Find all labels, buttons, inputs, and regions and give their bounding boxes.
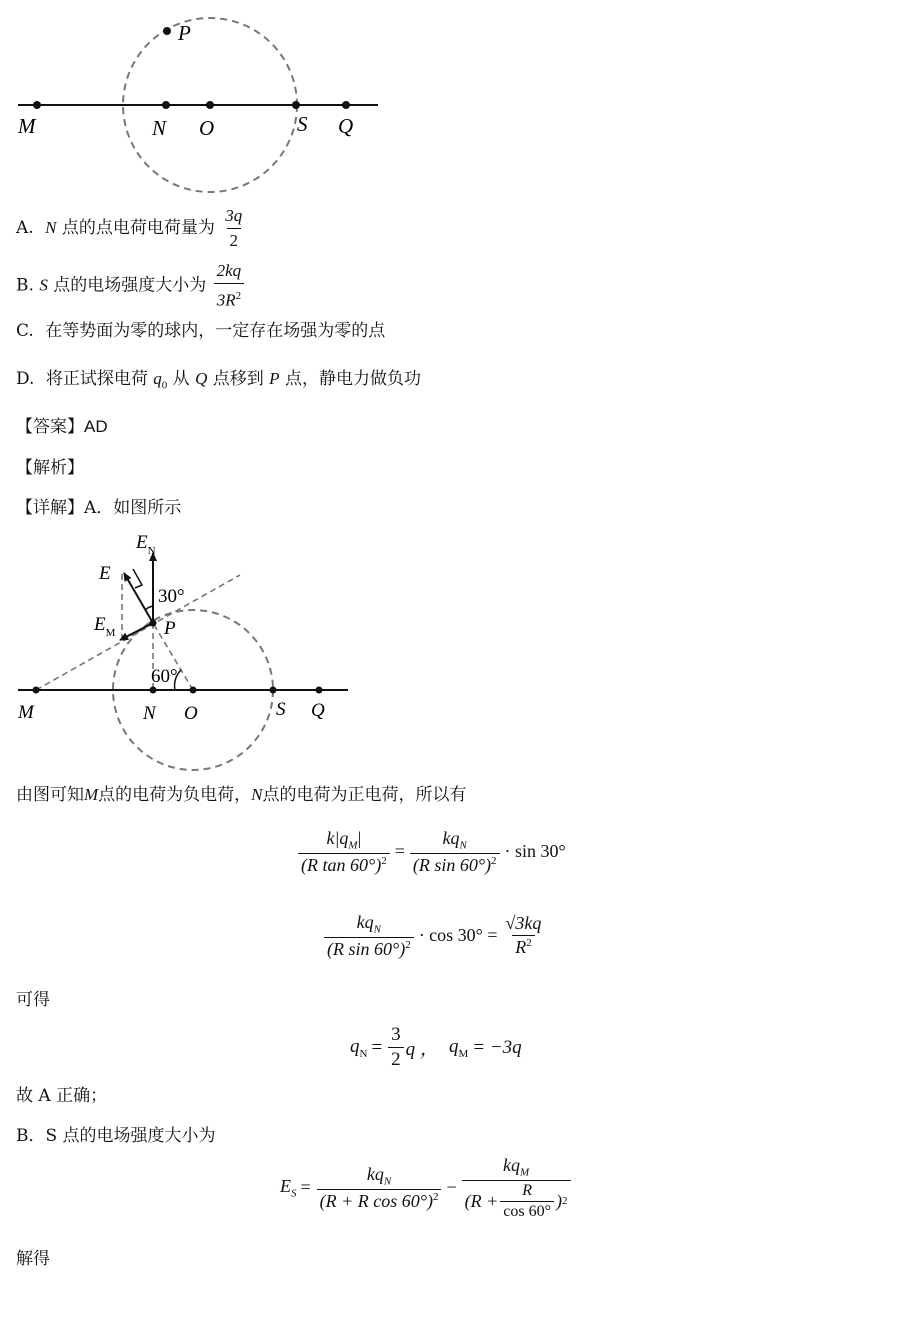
eq2-left-frac: $\frac{kq_N}{(R \sin 60^\circ)^2}$ <box>324 912 414 960</box>
option-A-num: 3q <box>225 206 243 225</box>
detail-text: A．如图所示 <box>84 498 182 518</box>
label-O: O <box>199 116 215 140</box>
option-D <box>16 368 421 396</box>
keyi-text: 可得 <box>16 990 50 1010</box>
option-B-explain-text: B．S 点的电场强度大小为 <box>16 1126 216 1146</box>
label-Q: Q <box>311 700 325 721</box>
eq2-right-frac: $\frac{√3kq}{R^2}$ <box>505 913 542 958</box>
conclusion-A <box>16 1085 107 1107</box>
option-B-den: 3R <box>216 290 236 310</box>
option-D-q: $q_0$ <box>153 369 168 392</box>
detail-line <box>16 497 181 519</box>
point-N <box>162 101 170 109</box>
figure-1 <box>0 0 400 200</box>
label-M: M <box>18 114 36 138</box>
point-O <box>190 687 197 694</box>
eq3-right: = −3q <box>472 1036 522 1058</box>
explain-line1 <box>16 784 467 806</box>
option-D-to: P <box>269 369 280 388</box>
option-B <box>16 260 246 312</box>
eq1-left-frac: $\frac{k|q_M|}{(R \tan 60^\circ)^2}$ <box>298 828 390 876</box>
point-M <box>33 101 41 109</box>
eq4-frac1: $\frac{kq_N}{(R + R \cos 60^\circ)^2}$ <box>317 1164 442 1212</box>
point-N <box>150 687 157 694</box>
option-D-text1: 将正试探电荷 <box>45 369 148 389</box>
answer-value: AD <box>84 417 108 436</box>
analysis-line <box>16 457 84 479</box>
figure-2 <box>0 520 400 780</box>
label-P: P <box>164 618 176 639</box>
eq2-mid: · cos 30° = <box>418 925 498 946</box>
option-C-prefix: C. <box>16 321 34 341</box>
option-D-from: Q <box>195 369 208 388</box>
answer-label: 【答案】 <box>16 417 84 437</box>
option-B-num: 2kq <box>216 261 242 280</box>
equation-4: $E_S$ = $\frac{kq_N}{(R + R \cos 60^\circ)^2}$ − $kq_M$ (R + $\frac{R}{\cos 60^\circ}$ ) 2 <box>280 1155 573 1221</box>
option-B-den-sup: 2 <box>235 290 242 302</box>
explain-pre: 由图可知 <box>16 785 84 805</box>
angle-30-arc <box>145 606 153 610</box>
analysis-label: 【解析】 <box>16 458 84 478</box>
label-E: E <box>99 563 111 584</box>
point-M <box>33 687 40 694</box>
explain-M: M <box>84 785 99 804</box>
label-EN: $E_N$ <box>136 532 156 557</box>
option-B-text: 点的电场强度大小为 <box>53 275 207 296</box>
option-A-fraction <box>222 205 245 252</box>
option-B-var: S <box>39 275 48 295</box>
point-P <box>150 620 157 627</box>
label-P: P <box>178 21 191 45</box>
keyi-line <box>16 989 50 1011</box>
vector-EM <box>120 623 153 640</box>
label-S: S <box>297 112 308 136</box>
jiede-line <box>16 1248 50 1270</box>
eq3-mid: q ， <box>405 1039 439 1060</box>
option-A-text: 点的点电荷电荷量为 <box>61 218 215 238</box>
explain-post: 点的电荷为正电荷，所以有 <box>262 785 467 805</box>
point-Q <box>316 687 323 694</box>
option-D-text2: 从 <box>172 369 190 389</box>
point-O <box>206 101 214 109</box>
label-N: N <box>152 116 167 140</box>
answer-line <box>16 416 108 438</box>
label-Q: Q <box>338 114 354 138</box>
explain-mid: 点的电荷为负电荷， <box>98 785 252 805</box>
equation-2 <box>322 912 546 960</box>
label-30deg: 30° <box>158 586 185 607</box>
vector-E <box>124 573 153 623</box>
option-D-text4: 点，静电力做负功 <box>284 369 421 389</box>
eq1-tail: · sin 30° <box>504 841 566 862</box>
option-A-var: N <box>45 218 57 237</box>
label-M: M <box>18 702 34 723</box>
option-B-prefix: B. <box>16 275 34 296</box>
label-60deg: 60° <box>151 666 178 687</box>
label-O: O <box>184 703 198 724</box>
eq4-frac2: $kq_M$ (R + $\frac{R}{\cos 60^\circ}$ ) 2 <box>462 1155 571 1221</box>
option-C <box>16 320 385 342</box>
option-C-text: 在等势面为零的球内，一定存在场强为零的点 <box>45 321 386 341</box>
detail-label: 【详解】 <box>16 498 84 518</box>
conclusion-A-text: 故 A 正确； <box>16 1086 108 1106</box>
equation-3: $q_N$ = $\frac{3}{2}$ q ， $q_M$ = −3q <box>350 1024 522 1070</box>
eq3-frac: $\frac{3}{2}$ <box>388 1024 404 1071</box>
option-B-explain <box>16 1125 216 1147</box>
label-N: N <box>143 703 156 724</box>
option-D-prefix: D. <box>16 369 35 389</box>
option-A-den: 2 <box>227 228 242 252</box>
jiede-text: 解得 <box>16 1249 50 1269</box>
point-S <box>270 687 277 694</box>
option-A <box>16 205 247 252</box>
equation-1: $\frac{k|q_M|}{(R \tan 60^\circ)^2}$ = $\frac{kq_N}{(R \sin 60^\circ)^2}$ · sin 30° <box>296 828 566 876</box>
option-A-prefix: A. <box>16 218 34 238</box>
point-P <box>163 27 171 35</box>
option-D-text3: 点移到 <box>212 369 264 389</box>
label-EM: $E_M$ <box>94 614 116 639</box>
right-angle-mark <box>133 569 142 588</box>
point-S <box>292 101 300 109</box>
option-B-fraction <box>214 260 245 312</box>
label-S: S <box>276 699 286 720</box>
eq1-right-frac: $\frac{kq_N}{(R \sin 60^\circ)^2}$ <box>410 828 500 876</box>
point-Q <box>342 101 350 109</box>
explain-N: N <box>251 785 263 804</box>
